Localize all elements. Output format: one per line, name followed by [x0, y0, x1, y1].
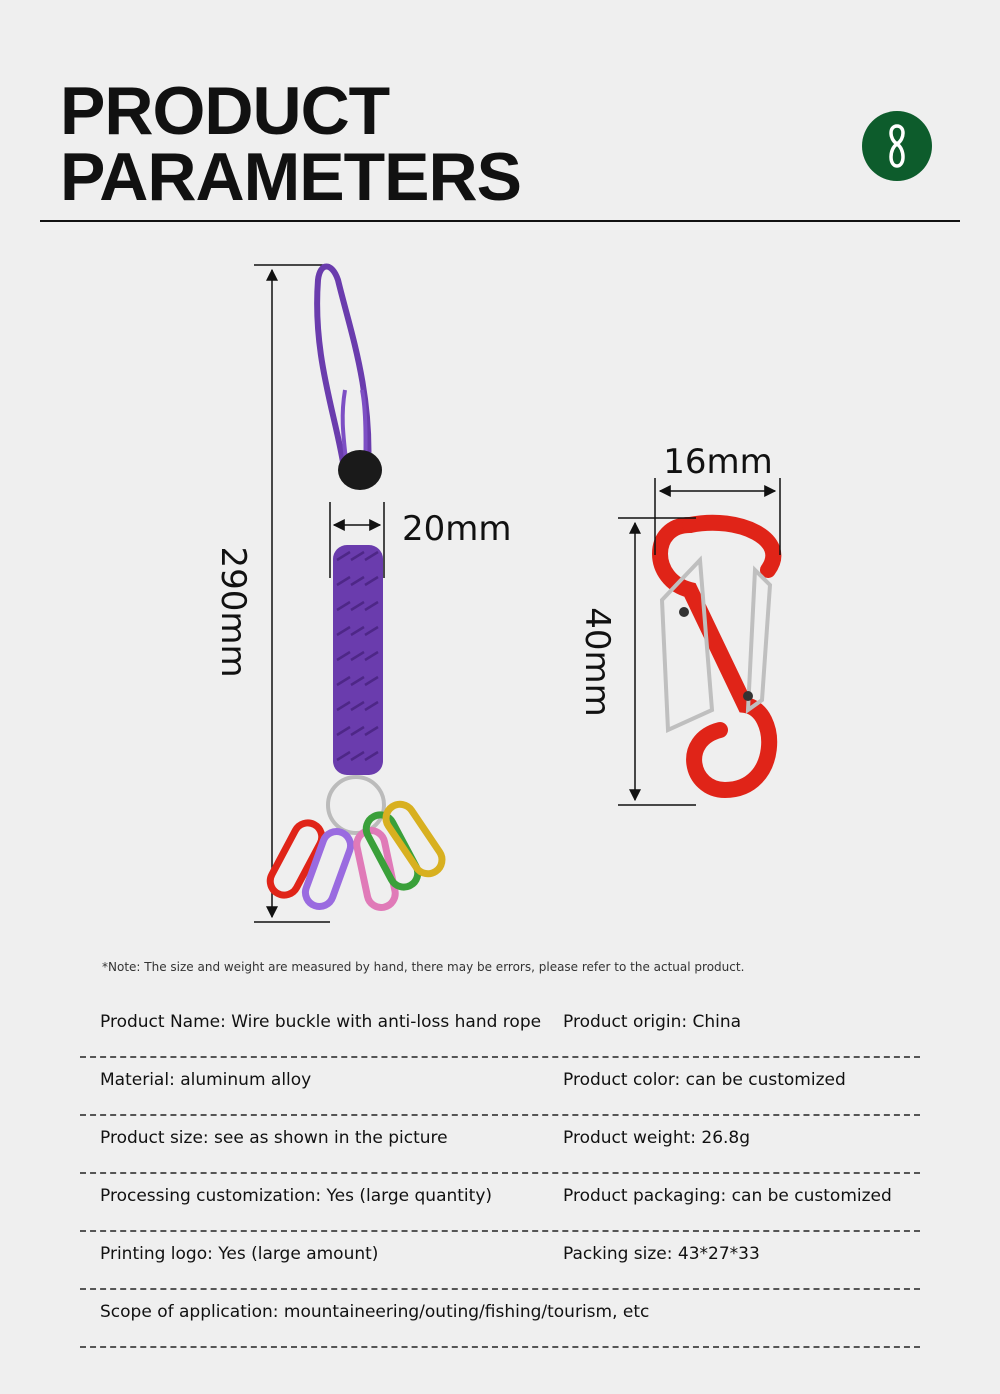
spec-printing-logo: Printing logo: Yes (large amount) — [100, 1244, 379, 1264]
spec-material: Material: aluminum alloy — [100, 1070, 312, 1090]
spec-product-color: Product color: can be customized — [563, 1070, 846, 1090]
spec-row — [80, 1232, 920, 1290]
spec-product-packaging: Product packaging: can be customized — [563, 1186, 892, 1206]
s-carabiner — [660, 523, 773, 790]
spec-packing-size: Packing size: 43*27*33 — [563, 1244, 760, 1264]
spec-product-name: Product Name: Wire buckle with anti-loss hand rope — [100, 1012, 542, 1032]
spec-scope-of-application: Scope of application: mountaineering/outing/fishing/tourism, etc — [100, 1302, 650, 1322]
measurement-note: *Note: The size and weight are measured by hand, there may be errors, please refer to the actual product. — [102, 960, 745, 974]
mini-clips — [265, 799, 447, 911]
figure-eight-carabiner-icon — [862, 111, 932, 181]
spec-table — [80, 1000, 920, 1348]
buckle-height-dimension — [577, 518, 696, 805]
header-divider — [40, 220, 960, 222]
page-title — [60, 73, 521, 215]
product-illustration — [0, 240, 1000, 940]
spec-processing-customization: Processing customization: Yes (large quantity) — [100, 1186, 493, 1206]
split-ring — [328, 777, 384, 833]
title-line-1: PRODUCT — [60, 73, 390, 149]
hand-rope — [317, 267, 384, 834]
title-line-2: PARAMETERS — [60, 139, 521, 215]
spec-row — [80, 1174, 920, 1232]
cord-lock — [338, 450, 382, 490]
spec-row — [80, 1000, 920, 1058]
spec-row — [80, 1290, 920, 1348]
spec-product-size: Product size: see as shown in the picture — [100, 1128, 448, 1148]
spec-product-weight: Product weight: 26.8g — [563, 1128, 751, 1148]
buckle-height-label: 40mm — [577, 607, 617, 717]
rope-length-label: 290mm — [213, 546, 253, 678]
spec-product-origin: Product origin: China — [563, 1012, 742, 1032]
buckle-width-label: 16mm — [663, 442, 773, 482]
spec-row — [80, 1116, 920, 1174]
spec-row — [80, 1058, 920, 1116]
rope-width-label: 20mm — [402, 509, 512, 549]
